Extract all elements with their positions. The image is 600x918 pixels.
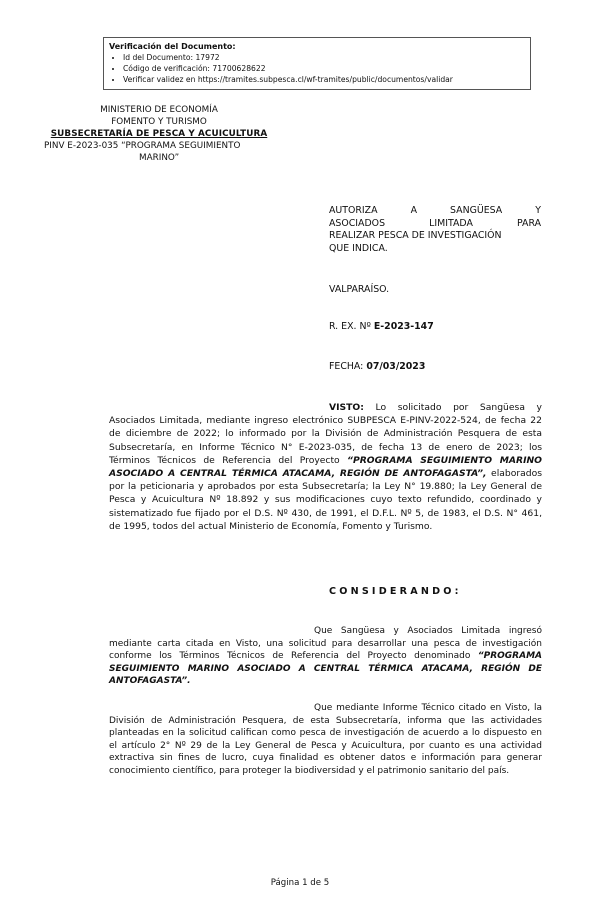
title-line: QUE INDICA.	[329, 242, 388, 254]
considerando-paragraph-1	[109, 625, 542, 688]
p1-project-name: “PROGRAMA SEGUIMIENTO MARINO ASOCIADO A CENTRAL TÉRMICA ATACAMA, REGIÓN DE ANTOFAGASTA”.	[109, 651, 542, 687]
pinv-line-2: MARINO”	[139, 153, 180, 163]
title-line: ASOCIADOS LIMITADA PARA	[329, 217, 541, 229]
ministry-line: FOMENTO Y TURISMO	[111, 117, 207, 127]
visto-text-1: Lo solicitado por Sangüesa y Asociados Limitada, mediante ingreso electrónico SUBPESCA E-PINV-2022-524, de fecha 22 de diciembre de 2022; lo informado por la División de Administración Pesquera de esta Subsecretaría, en Informe Técnico N° E-2023-035, de fecha 13 de enero de 2023; los Términos Técnicos de Referencia del Proyecto	[109, 402, 542, 466]
ministry-line: MINISTERIO DE ECONOMÍA	[100, 105, 218, 115]
visto-paragraph	[109, 401, 542, 533]
visto-label: VISTO:	[329, 402, 364, 413]
verification-id: • Id del Documento: 17972	[123, 52, 526, 63]
title-line: AUTORIZA A SANGÜESA Y	[329, 205, 541, 216]
visto-text-2: elaborados por la peticionaria y aprobados por esta Subsecretaría; la Ley N° 19.880; la Ley General de Pesca y Acuicultura Nº 18.892 y sus modificaciones cuyo texto refundido, coordinado y sistematizado fue fijado por el D.S. Nº 430, de 1991, el D.F.L. Nº 5, de 1983, el D.S. N° 461, de 1995, todos del actual Ministerio de Economía, Fomento y Turismo.	[109, 468, 542, 532]
p1-text-1: Que Sangüesa y Asociados Limitada ingresó mediante carta citada en Visto, una solicitud para desarrollar una pesca de investigación conforme los Términos Técnicos de Referencia del Proyecto denominado	[109, 626, 542, 662]
resolution-title	[329, 205, 541, 255]
ministry-header	[34, 104, 284, 164]
visto-project-name: “PROGRAMA SEGUIMIENTO MARINO ASOCIADO A CENTRAL TÉRMICA ATACAMA, REGIÓN DE ANTOFAGASTA”,	[109, 454, 542, 480]
verification-title: Verificación del Documento:	[109, 42, 236, 51]
fecha-value: 07/03/2023	[366, 361, 426, 372]
page-number: Página 1 de 5	[270, 878, 330, 888]
rex-label: R. EX. Nº	[329, 321, 371, 332]
place: VALPARAÍSO.	[329, 284, 390, 295]
rex-value: E-2023-147	[373, 321, 434, 332]
verification-url[interactable]: • Verificar validez en https://tramites.subpesca.cl/wf-tramites/public/documentos/validar	[123, 74, 526, 85]
considerando-heading: CONSIDERANDO:	[329, 586, 462, 597]
fecha-label: FECHA:	[329, 361, 364, 372]
verification-box	[103, 37, 531, 90]
resolution-number	[329, 321, 541, 334]
verification-list	[109, 52, 526, 85]
pinv-line: PINV E-2023-035 “PROGRAMA SEGUIMIENTO	[44, 141, 241, 151]
title-line: REALIZAR PESCA DE INVESTIGACIÓN	[329, 230, 502, 241]
resolution-date	[329, 361, 541, 374]
subsecretaria-line: SUBSECRETARÍA DE PESCA Y ACUICULTURA	[50, 129, 268, 139]
considerando-paragraph-2: Que mediante Informe Técnico citado en Visto, la División de Administración Pesquera, de esta Subsecretaría, informa que las actividades planteadas en la solicitud califican como pesca de investigación de acuerdo a lo dispuesto en el artículo 2° Nº 29 de la Ley General de Pesca y Acuicultura, por cuanto es una actividad extractiva sin fines de lucro, cuya finalidad es obtener datos e información para generar conocimiento científico, para proteger la biodiversidad y el patrimonio sanitario del país.	[109, 703, 542, 776]
verification-code: • Código de verificación: 71700628622	[123, 63, 526, 74]
